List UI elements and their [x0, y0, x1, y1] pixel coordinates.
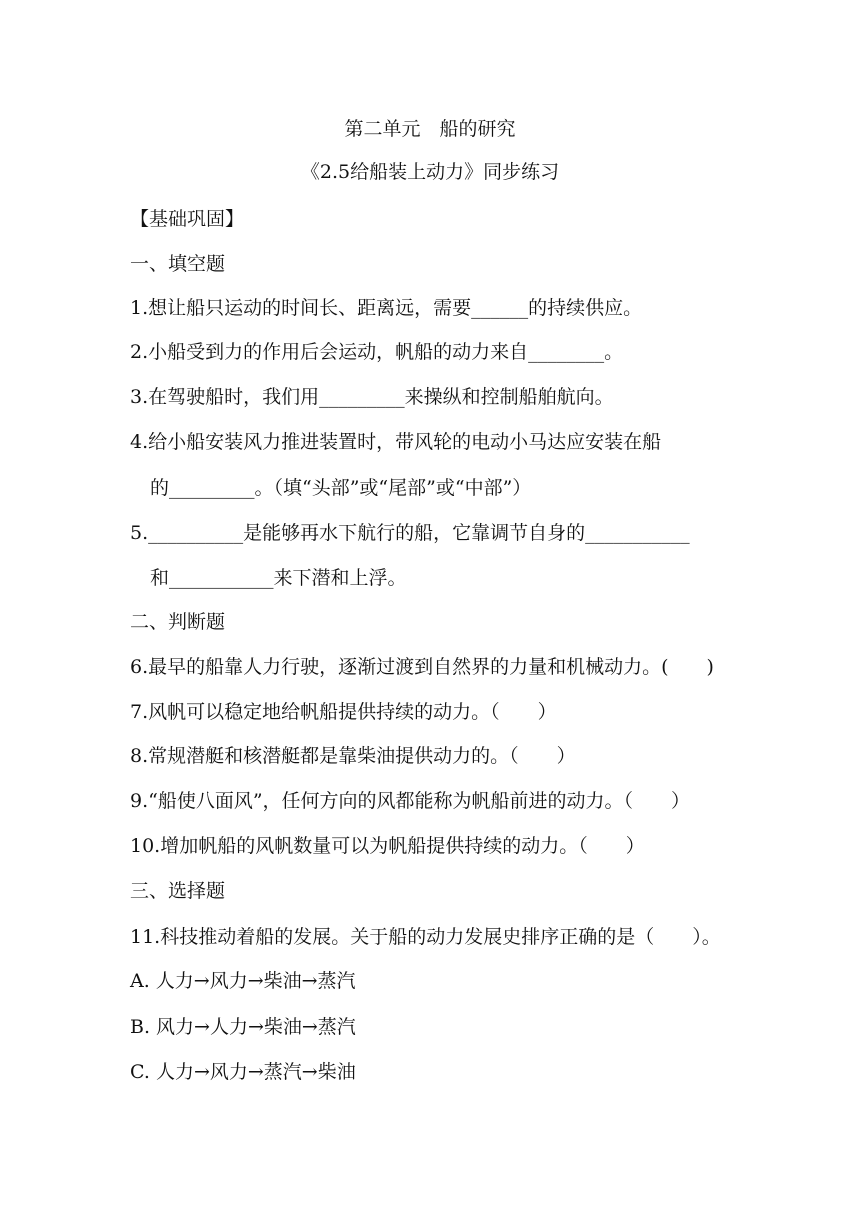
option-c: C. 人力→风力→蒸汽→柴油: [130, 1061, 356, 1083]
question-6: 6.最早的船靠人力行驶，逐渐过渡到自然界的力量和机械动力。( ): [130, 656, 714, 678]
question-1: 1.想让船只运动的时间长、距离远，需要______的持续供应。: [130, 297, 643, 319]
question-9: 9.“船使八面风”，任何方向的风都能称为帆船前进的动力。（ ）: [130, 790, 691, 812]
section-label: 【基础巩固】: [130, 208, 245, 230]
question-4-line-2: 的_________。（填“头部”或“尾部”或“中部”）: [150, 477, 532, 499]
option-b: B. 风力→人力→柴油→蒸汽: [130, 1016, 356, 1038]
multiple-choice-heading: 三、选择题: [130, 880, 226, 902]
question-8: 8.常规潜艇和核潜艇都是靠柴油提供动力的。（ ）: [130, 745, 576, 767]
question-2: 2.小船受到力的作用后会运动，帆船的动力来自________。: [130, 341, 624, 363]
true-false-heading: 二、判断题: [130, 611, 226, 633]
question-5-line-2: 和___________来下潜和上浮。: [150, 567, 407, 589]
unit-title: 第二单元 船的研究: [344, 118, 516, 140]
question-7: 7.风帆可以稳定地给帆船提供持续的动力。（ ）: [130, 701, 557, 723]
question-3: 3.在驾驶船时，我们用_________来操纵和控制船舶航向。: [130, 386, 614, 408]
question-11: 11.科技推动着船的发展。关于船的动力发展史排序正确的是（ ）。: [130, 926, 721, 948]
lesson-title: 《2.5给船装上动力》同步练习: [300, 161, 560, 183]
option-a: A. 人力→风力→柴油→蒸汽: [130, 970, 356, 992]
fill-blank-heading: 一、填空题: [130, 253, 226, 275]
question-4-line-1: 4.给小船安装风力推进装置时，带风轮的电动小马达应安装在船: [130, 431, 662, 453]
question-10: 10.增加帆船的风帆数量可以为帆船提供持续的动力。（ ）: [130, 835, 645, 857]
question-5-line-1: 5.__________是能够再水下航行的船，它靠调节自身的___________: [130, 522, 690, 544]
